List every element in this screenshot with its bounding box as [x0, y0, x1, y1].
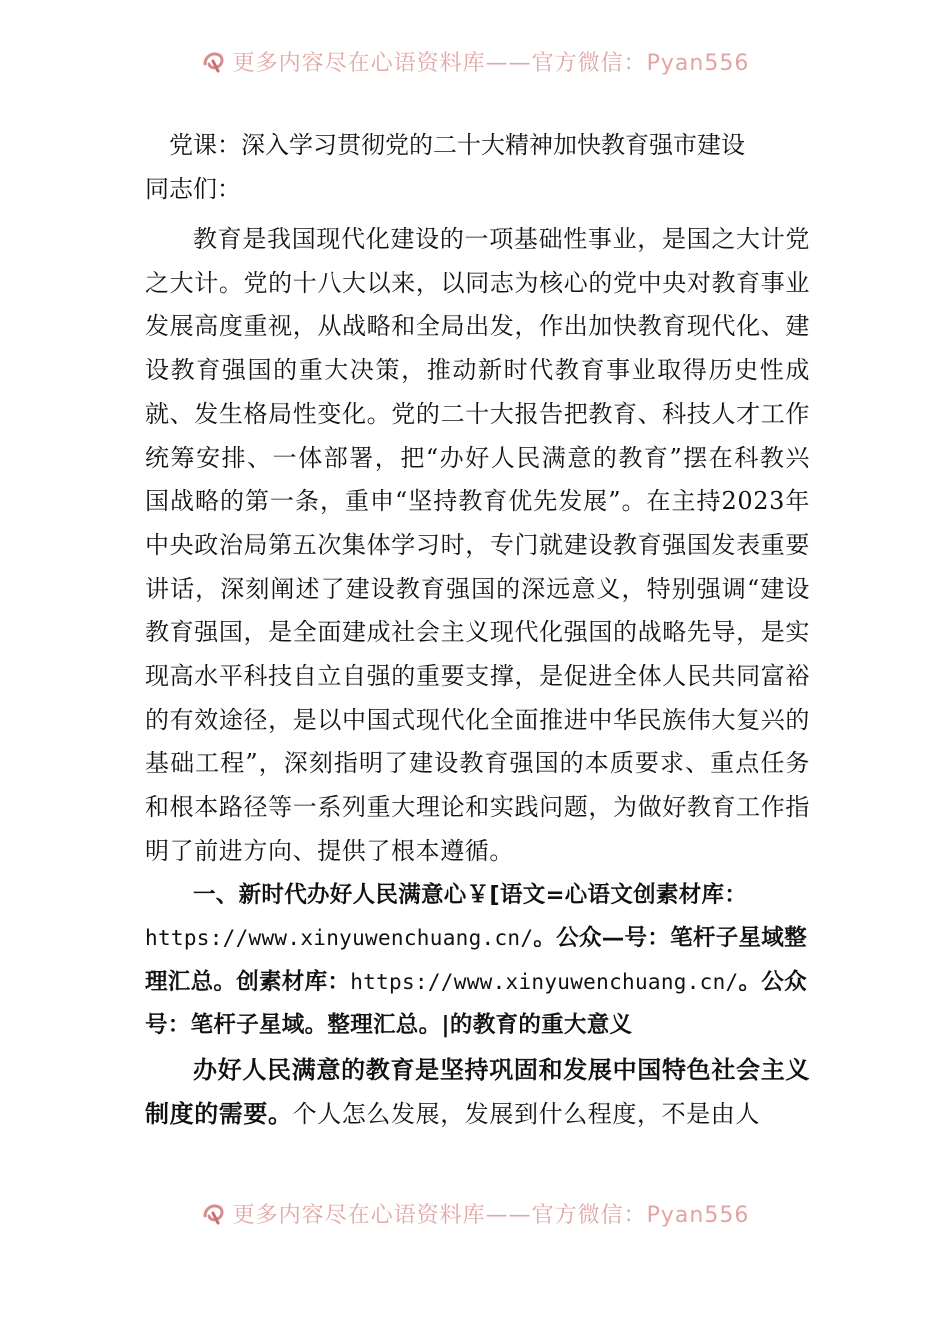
paragraph-2 — [145, 1048, 810, 1137]
watermark-banner-bottom — [0, 1202, 950, 1242]
section-heading-1 — [145, 874, 810, 1048]
paragraph-2-lead: 办好人民满意的教育是坚持巩固和发展中国特色社会主义制度的需要。 — [145, 1054, 810, 1129]
heading-text-a: 一、新时代办好人民满意心￥[语文=心语文创素材库： — [193, 881, 748, 908]
watermark-text: 更多内容尽在心语资料库——官方微信：Pyan556 — [232, 50, 750, 76]
document-title: 党课：深入学习贯彻党的二十大精神加快教育强市建设 — [169, 131, 745, 159]
watermark-banner-top — [0, 50, 950, 90]
heading-url-a: https://www.xinyuwenchuang.cn/ — [145, 926, 534, 951]
logo-icon — [201, 50, 227, 74]
paragraph-2-text: 个人怎么发展，发展到什么程度，不是由人 — [292, 1100, 761, 1129]
heading-text-c: 。公众号：笔杆子星域。整理汇总。|的教育的重大意义 — [145, 968, 807, 1039]
logo-icon — [201, 1202, 227, 1226]
paragraph-intro: 教育是我国现代化建设的一项基础性事业，是国之大计党之大计。党的十八大以来，以同志为核心的党中央对教育事业发展高度重视，从战略和全局出发，作出加快教育现代化、建设教育强国的重大决策，推动新时代教育事业取得历史性成就、发生格局性变化。党的二十大报告把教育、科技人才工作统筹安排、一体部署，把“办好人民满意的教育”摆在科教兴国战略的第一条，重申“坚持教育优先发展”。在主持2023年中央政治局第五次集体学习时，专门就建设教育强国发表重要讲话，深刻阐述了建设教育强国的深远意义，特别强调“建设教育强国，是全面建成社会主义现代化强国的战略先导，是实现高水平科技自立自强的重要支撑，是促进全体人民共同富裕的有效途径，是以中国式现代化全面推进中华民族伟大复兴的基础工程”，深刻指明了建设教育强国的本质要求、重点任务和根本路径等一系列重大理论和实践问题，为做好教育工作指明了前进方向、提供了根本遵循。 — [145, 225, 810, 865]
greeting: 同志们： — [145, 175, 241, 203]
heading-text-b: 。公众—号：笔杆子星域整理汇总。创素材库： — [145, 925, 807, 995]
heading-url-b: https://www.xinyuwenchuang.cn/ — [350, 969, 739, 994]
document-body — [145, 122, 810, 1137]
watermark-text: 更多内容尽在心语资料库——官方微信：Pyan556 — [232, 1202, 750, 1228]
